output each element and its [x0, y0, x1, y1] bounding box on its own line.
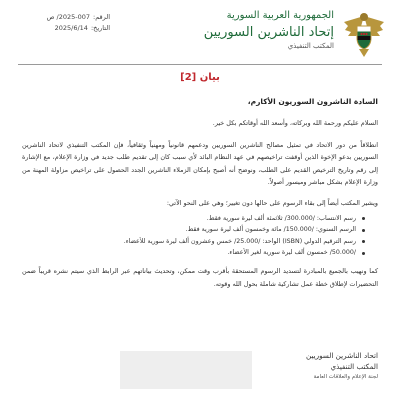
eagle-emblem-icon [342, 8, 386, 58]
country-name: الجمهورية العربية السورية [226, 10, 334, 21]
ref-value: 2025-007/ ص [46, 13, 90, 21]
closing-paragraph: كما ونهيب بالجميع بالمبادرة لتسديد الرسوم المستحقة بأقرب وقت ممكن، وتحديث بياناتهم عبر الرابط الذي سيتم نشره قريباً ضمن التحضيرات لإطلاق خطة عمل تشاركية شاملة بحول الله وقوته. [22, 266, 378, 288]
redacted-signature-area [120, 351, 252, 389]
fees-intro: ويشير المكتب أيضاً إلى بقاء الرسوم على حالها دون تغيير؛ وهي على النحو الآتي: [166, 198, 378, 207]
header-divider [18, 64, 382, 65]
signature-committee: لجنة الإعلام والعلاقات العامة [313, 374, 378, 380]
ref-label: الرقم: [93, 13, 110, 21]
fees-list [22, 213, 378, 259]
main-paragraph: انطلاقاً من دور الاتحاد في تمثيل مصالح الناشرين السوريين ودعمهم قانونياً ومهنياً وثقافياً، فإن المكتب التنفيذي لاتحاد الناشرين السوريين بدعو الإخوة الذين أوقفت تراخيصهم في عهد النظام البائد لأي سبب كان إلى تقديم طلب جديد في وزارة الإعلام، مع الإشارة إلى رقم وتاريخ الترخيص القديم على الطلب، ونوضح أنه أصبح بإمكان الزملاء الناشرين الجدد الحصول على تراخيص مزاولة المهنة من وزارة الإعلام بشكل مباشر وميسور أصولاً. [22, 140, 378, 187]
document-title: بيان [2] [180, 72, 220, 83]
list-item: /50.000/ خمسون ألف ليرة سورية لغير الأعضاء. [22, 247, 356, 259]
letter-body [22, 96, 378, 290]
organization-header [204, 10, 334, 51]
date-value: 2025/6/14 [54, 24, 88, 32]
salutation: السادة الناشرون السوريون الأكارم، [247, 97, 378, 106]
signature-office: المكتب التنفيذي [330, 362, 378, 371]
list-item: رسم الانتساب: /300.000/ ثلاثمئة ألف ليرة سورية فقط. [22, 213, 356, 225]
reference-date [20, 23, 110, 34]
reference-number [20, 12, 110, 23]
list-item: الرسم السنوي: /150.000/ مائة وخمسون ألف ليرة سورية فقط. [22, 224, 356, 236]
date-label: التاريخ: [90, 24, 110, 32]
greeting: السلام عليكم ورحمة الله وبركاته، وأسعد الله أوقاتكم بكل خير. [212, 119, 378, 127]
union-name: إتحاد الناشرين السوريين [203, 25, 334, 40]
office-name: المكتب التنفيذي [287, 42, 334, 50]
list-item: رسم الترقيم الدولي (ISBN) الواحد: /25.000/ خمس وعشرون ألف ليرة سورية للأعضاء. [22, 236, 356, 248]
signature-union: اتحاد الناشرين السوريين [305, 351, 378, 360]
signature-block [306, 350, 378, 382]
reference-box [20, 12, 110, 34]
